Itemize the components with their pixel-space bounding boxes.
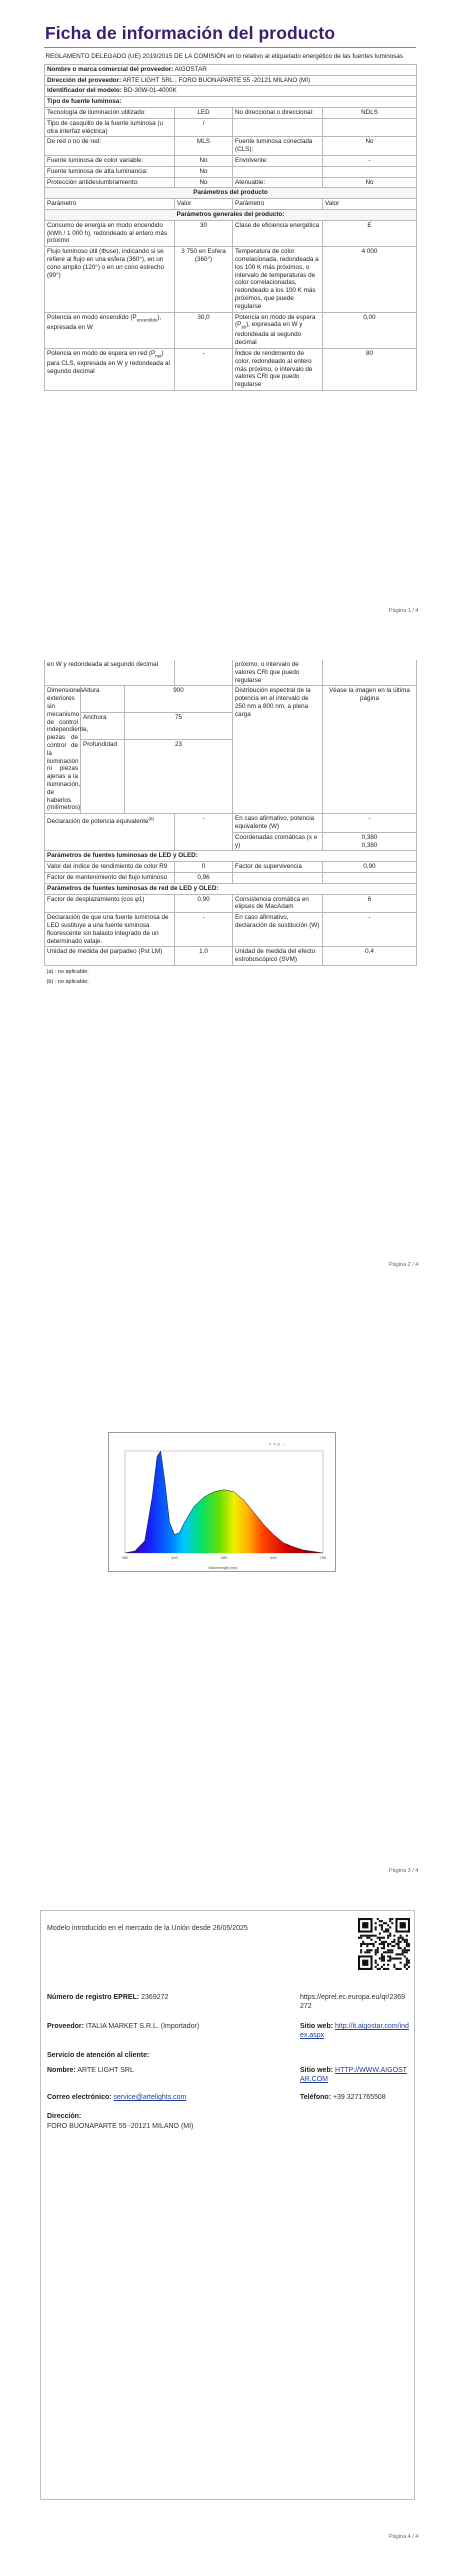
service-name: ARTE LIGHT SRL <box>77 2067 134 2074</box>
page-number: Página 2 / 4 <box>389 1262 419 1268</box>
param-value: NDLS <box>323 107 417 118</box>
dim-label-height: Altura <box>81 686 125 713</box>
param-label: Atenuable: <box>233 177 323 188</box>
param-value: 1,0 <box>175 947 233 966</box>
param-label: Valor del índice de rendimiento de color R9 <box>45 862 175 873</box>
light-source-type-row <box>45 177 417 188</box>
param-value: 3 750 en Esfera (360°) <box>175 247 233 312</box>
address-label-row <box>47 2112 81 2121</box>
x-axis-label: Wavelength(nm) <box>208 1565 238 1570</box>
param-label: Flujo luminoso útil (Φuse), indicando si se refiere al flujo en una esfera (360°), en un cono amplio (120°) o en un cono estrecho (90°) <box>45 247 175 312</box>
param-label: Envolvente: <box>233 155 323 166</box>
param-label: Fuente luminosa de color variable: <box>45 155 175 166</box>
mains-param-row <box>45 947 417 966</box>
param-label: Tipo de casquillo de la fuente luminosa (u otra interfaz eléctrica) <box>45 118 175 137</box>
provider-web-link[interactable]: http://it.aigostar.com/index.aspx <box>300 2023 409 2039</box>
param-value: 0,90 <box>323 862 417 873</box>
param-label <box>233 872 323 883</box>
page-number: Página 1 / 4 <box>389 608 419 614</box>
dim-value-width: 75 <box>125 713 233 740</box>
param-value: E <box>323 220 417 246</box>
param-label: Tecnología de iluminación utilizado: <box>45 107 175 118</box>
x-tick-label: 680 <box>270 1555 277 1560</box>
page-number: Página 4 / 4 <box>389 2534 419 2540</box>
general-param-row <box>45 312 417 348</box>
page-3 <box>0 1300 452 1900</box>
provider-value: ITALIA MARKET S.R.L. (Importador) <box>85 2023 200 2030</box>
x-tick-label: 580 <box>220 1555 228 1560</box>
page-title: Ficha de información del producto <box>45 23 336 43</box>
param-value: - <box>323 155 417 166</box>
spectral-chart-box <box>108 1432 336 1572</box>
light-source-type-row <box>45 107 417 118</box>
param-label: Consistencia cromática en elipses de MacAdam <box>233 894 323 913</box>
general-param-row <box>45 247 417 312</box>
x-tick-label: 780 <box>319 1555 327 1560</box>
param-label: En caso afirmativo, declaración de sustitución (W) <box>233 913 323 947</box>
supplier-name-row <box>45 64 417 75</box>
param-label <box>233 166 323 177</box>
regulation-text: REGLAMENTO DELEGADO (UE) 2019/2015 DE LA COMISIÓN en lo relativo al etiquetado energético de las fuentes luminosas <box>45 53 404 60</box>
cri-cont: próximo, o intervalo de valores CRI que puedo regularse <box>233 660 323 686</box>
x-tick-label: 380 <box>121 1555 129 1560</box>
general-param-row <box>45 220 417 246</box>
mains-param-row <box>45 913 417 947</box>
mains-header: Parámetros de fuentes luminosas de red de LED y OLED: <box>45 883 417 894</box>
phone-value: +39 3271765508 <box>332 2094 386 2101</box>
chroma-y: 0,380 <box>361 841 378 849</box>
dims-label: Dimensiones exteriores sin mecanismo de control independiente, piezas de control de la iluminación ni piezas ajenas a la iluminación, de haberlos (milímetros) <box>45 686 81 814</box>
light-source-type-row <box>45 137 417 156</box>
params-header: Parámetros del producto <box>45 188 417 199</box>
param-label <box>233 118 323 137</box>
equiv-cell: Declaración de potencia equivalente$^{(a)}$ <box>45 814 175 851</box>
param-value: No <box>175 166 233 177</box>
x-tick-label: 480 <box>171 1555 178 1560</box>
provider-web-label: Sitio web: <box>300 2023 334 2030</box>
address-label: Dirección: <box>47 2113 82 2120</box>
col-value-2: Valor <box>323 199 417 210</box>
equiv-power-value: - <box>323 814 417 833</box>
chroma-values <box>323 832 417 851</box>
product-sheet-table <box>44 51 417 391</box>
title-rule <box>44 47 416 48</box>
dim-value-depth: 23 <box>125 740 233 814</box>
supplier-address: ARTE LIGHT SRL , FORO BUONAPARTE 55 -20121 MILANO (MI) <box>122 76 311 84</box>
email-row <box>47 2093 186 2102</box>
qr-code-icon <box>358 1918 410 1970</box>
general-param-rows <box>45 220 417 390</box>
param-label: Consumo de energía en modo encendido (kWh / 1 000 h), redondeado al entero más próximo <box>45 220 175 246</box>
chroma-x: 0,380 <box>361 833 378 841</box>
param-value: MLS <box>175 137 233 156</box>
param-value: 0,96 <box>175 872 233 883</box>
product-sheet-table-continued <box>44 660 417 987</box>
mains-param-rows <box>45 894 417 965</box>
dim-label-width: Anchura <box>81 713 125 740</box>
param-value: - <box>323 913 417 947</box>
param-value: No <box>175 177 233 188</box>
param-label: Índice de rendimiento de color, redondeado al entero más próximo, o intervalo de valores CRI que puedo regularse <box>233 348 323 390</box>
param-value: 0,00 <box>323 312 417 348</box>
equiv-value: - <box>175 814 233 851</box>
page-1 <box>0 0 452 620</box>
page-2 <box>0 660 452 1280</box>
equiv-power-label: En caso afirmativo, potencia equivalente (W) <box>233 814 323 833</box>
email-link[interactable]: service@artelights.com <box>113 2094 187 2101</box>
light-source-type-row <box>45 155 417 166</box>
phone-row <box>300 2093 386 2102</box>
param-label: Declaración de que una fuente luminosa de LED sustituye a una fuente luminosa fluorescente sin balasto integrado de un determinado vataje. <box>45 913 175 947</box>
service-web-row <box>300 2066 410 2084</box>
param-value: / <box>175 118 233 137</box>
param-value: 4 000 <box>323 247 417 312</box>
model-id-row <box>45 86 417 97</box>
supplier-address-row <box>45 75 417 86</box>
col-value-1: Valor <box>175 199 233 210</box>
spectral-label: Distribución espectral de la potencia en el intervalo de 250 nm a 800 nm, a plena carga <box>233 686 323 814</box>
light-source-type-label: Tipo de fuente luminosa: <box>45 97 417 108</box>
page-number: Página 3 / 4 <box>389 1868 419 1874</box>
light-source-type-rows <box>45 107 417 187</box>
param-label: Factor de supervivencia <box>233 862 323 873</box>
service-web-link[interactable]: HTTP://WWW.AIGOSTAR.COM <box>300 2067 407 2083</box>
led-header: Parámetros de fuentes luminosas de LED y OLED: <box>45 851 417 862</box>
param-label: Potencia en modo de espera $(P_{sb})$, expresada en W y redondeada al segundo decimal <box>233 312 323 348</box>
phone-label: Teléfono: <box>300 2094 331 2101</box>
param-label: Protección antideslumbramiento: <box>45 177 175 188</box>
param-label: Temperatura de color correlacionada, redondeada a los 100 K más próximos, o intervalo de temperaturas de color correlacionadas, redondeado a los 100 K más próximos, que puede regularse <box>233 247 323 312</box>
param-label: Fuente luminosa conectada (CLS): <box>233 137 323 156</box>
note-a: (a) : no aplicable; <box>46 968 89 975</box>
chroma-label: Coordenadas cromáticas (x e y) <box>233 832 323 851</box>
spectral-value: Véase la imagen en la última página <box>323 686 417 814</box>
address-value: FORO BUONAPARTE 55 -20121 MILANO (MI) <box>47 2123 194 2130</box>
param-label: Unidad de medida del efecto estroboscópico (SVM) <box>233 947 323 966</box>
param-label: Potencia en modo de espera en red $(P_{net})$ para CLS, expresada en W y redondeada al segundo decimal <box>45 348 175 390</box>
param-value: No <box>323 177 417 188</box>
spectral-power-chart <box>109 1433 337 1573</box>
param-label: Potencia en modo encendido $(P_{encendido})$, expresada en W <box>45 312 175 348</box>
service-name-label: Nombre: <box>47 2067 76 2074</box>
eprel-row <box>47 1993 168 2002</box>
service-label: Servicio de atención al cliente: <box>47 2052 150 2059</box>
equiv-label: Declaración de potencia equivalente <box>47 818 149 826</box>
param-value: 0,90 <box>175 894 233 913</box>
led-param-row <box>45 872 417 883</box>
standby-net-cont: en W y redondeada al segundo decimal <box>45 660 175 686</box>
supplier-name-label: Nombre o marca comercial del proveedor: <box>47 65 174 73</box>
chart-plot-area <box>122 1451 327 1560</box>
eprel-value: 2369272 <box>141 1994 169 2001</box>
col-param-2: Parámetro <box>233 199 323 210</box>
service-web-label: Sitio web: <box>300 2067 334 2074</box>
param-value: LED <box>175 107 233 118</box>
service-name-row <box>47 2066 134 2075</box>
market-text: Modelo introducido en el mercado de la Unión desde 26/05/2025 <box>47 1925 248 1932</box>
light-source-type-row <box>45 166 417 177</box>
dim-label-depth: Profundidad <box>81 740 125 814</box>
param-value <box>323 872 417 883</box>
note-b: (b) : no aplicable; <box>46 978 89 985</box>
param-label: Unidad de medida del parpadeo (Pst LM) <box>45 947 175 966</box>
eprel-link[interactable]: https://eprel.ec.europa.eu/qr/2369272 <box>300 1994 406 2010</box>
model-id-label: Identificador del modelo: <box>47 87 122 95</box>
param-label: Clase de eficiencia energética <box>233 220 323 246</box>
param-value: - <box>175 348 233 390</box>
param-label: Factor de desplazamiento (cos φ1) <box>45 894 175 913</box>
provider-row <box>47 2022 199 2031</box>
product-sheet-table-cont-wrap <box>44 660 417 987</box>
param-value: 0 <box>175 862 233 873</box>
general-header: Parámetros generales del producto: <box>45 209 417 220</box>
col-param-1: Parámetro <box>45 199 175 210</box>
param-value: 30,0 <box>175 312 233 348</box>
supplier-name: AIGOSTAR <box>174 65 207 73</box>
param-label: Fuente luminosa de alta luminancia: <box>45 166 175 177</box>
eprel-label: Número de registro EPREL: <box>47 1994 140 2001</box>
param-value: 6 <box>323 894 417 913</box>
provider-label: Proveedor: <box>47 2023 84 2030</box>
led-param-row <box>45 862 417 873</box>
general-param-row <box>45 348 417 390</box>
led-param-rows <box>45 862 417 884</box>
param-label: De red o no de red: <box>45 137 175 156</box>
mains-param-row <box>45 894 417 913</box>
light-source-type-row <box>45 118 417 137</box>
dim-value-height: 900 <box>125 686 233 713</box>
provider-web-row <box>300 2022 410 2040</box>
param-value: - <box>175 913 233 947</box>
param-value <box>323 118 417 137</box>
param-value: No <box>175 155 233 166</box>
supplier-address-label: Dirección del proveedor: <box>47 76 122 84</box>
model-id: BD-30W-01-4000K <box>123 87 177 95</box>
param-value: 30 <box>175 220 233 246</box>
param-label: No direccional o direccional: <box>233 107 323 118</box>
param-label: Factor de mantenimiento del flujo luminoso <box>45 872 175 883</box>
param-value: 0,4 <box>323 947 417 966</box>
param-value <box>323 166 417 177</box>
product-sheet-table-wrap <box>44 51 417 391</box>
param-value: 80 <box>323 348 417 390</box>
email-label: Correo electrónico: <box>47 2094 112 2101</box>
chart-legend-text: L, x, y, ... <box>269 1441 285 1446</box>
param-value: No <box>323 137 417 156</box>
